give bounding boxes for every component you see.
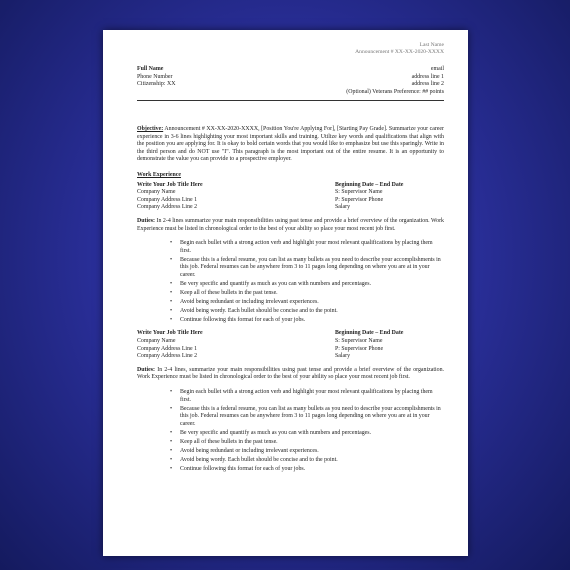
page-header: [355, 42, 444, 56]
list-item: • Continue following this format for each of your jobs.: [171, 317, 444, 325]
header-announcement: Announcement # XX-XX-2020-XXXX: [355, 49, 444, 55]
company-address-1: Company Address Line 1: [137, 196, 198, 203]
phone-number: Phone Number: [137, 73, 173, 80]
duties-bullet-list: [137, 240, 444, 324]
job-entry: [137, 182, 444, 325]
supervisor-phone: P: Supervisor Phone: [335, 345, 384, 352]
supervisor-phone: P: Supervisor Phone: [335, 196, 384, 203]
list-item: • Avoid being wordy. Each bullet should be concise and to the point.: [171, 457, 444, 465]
resume-page: [103, 30, 468, 556]
list-item: • Be very specific and quantify as much as you can with numbers and percentages.: [171, 281, 444, 289]
email: email: [430, 66, 444, 72]
list-item: • Begin each bullet with a strong action verb and highlight your most relevant qualifications by placing them first.: [171, 240, 444, 255]
veterans-preference: (Optional) Veterans Preference: ## points: [346, 88, 444, 95]
job-title: Write Your Job Title Here: [137, 330, 203, 337]
duties-label: Duties:: [137, 217, 155, 224]
contact-block: [137, 66, 444, 104]
list-item: • Because this is a federal resume, you can list as many bullets as you need to describe your accomplishments in this job. Federal resumes can be anywhere from 3 to 11 pages long depending on where you are at in your career.: [171, 406, 444, 429]
company-address-1: Company Address Line 1: [137, 345, 198, 352]
job-dates: Beginning Date – End Date: [335, 330, 404, 337]
job-entry: [137, 330, 444, 473]
job-dates: Beginning Date – End Date: [335, 181, 404, 188]
full-name: Full Name: [137, 66, 164, 72]
duties-paragraph: [137, 218, 444, 233]
duties-text: In 2-4 lines summarize your main responsibilities using past tense and provide a brief overview of the organization. Work Experience must be listed in chronological order to the best of your ability so place your most recent job first.: [137, 217, 444, 232]
list-item: • Be very specific and quantify as much as you can with numbers and percentages.: [171, 430, 444, 438]
supervisor-name: S: Supervisor Name: [335, 338, 383, 344]
list-item: • Begin each bullet with a strong action verb and highlight your most relevant qualifications by placing them first.: [171, 389, 444, 404]
address-line-1: address line 1: [411, 73, 444, 80]
objective-paragraph: [137, 126, 444, 164]
list-item: • Avoid being wordy. Each bullet should be concise and to the point.: [171, 308, 444, 316]
address-line-2: address line 2: [411, 81, 444, 88]
work-experience-heading: Work Experience: [137, 171, 182, 178]
objective-text: Announcement # XX-XX-2020-XXXX, [Position You're Applying For], [Starting Pay Grade]. Summarize your career experience in 3-6 lines highlighting your most important skills and training. Utilize key words and qualifications that align with the position you are applying for. It is okay to bold certain words that you would like to emphasize but use this sparingly. Write in the third person and do NOT use "I". This paragraph is the most important out of the entire resume. It is an opportunity to demonstrate the value you can provide to a prospective employer.: [137, 126, 444, 163]
objective-label: Objective:: [137, 126, 164, 132]
list-item: • Keep all of these bullets in the past tense.: [171, 439, 444, 447]
salary: Salary: [335, 353, 351, 360]
list-item: • Avoid being redundant or including irrelevant experiences.: [171, 448, 444, 456]
header-last-name: Last Name: [419, 42, 444, 48]
list-item: • Avoid being redundant or including irrelevant experiences.: [171, 299, 444, 307]
resume-body: [137, 126, 444, 475]
duties-paragraph: [137, 367, 444, 382]
duties-label: Duties:: [137, 366, 155, 373]
citizenship: Citizenship: XX: [137, 81, 176, 88]
salary: Salary: [335, 204, 351, 211]
company-address-2: Company Address Line 2: [137, 204, 198, 211]
duties-bullet-list: [137, 389, 444, 473]
company-address-2: Company Address Line 2: [137, 353, 198, 360]
company-name: Company Name: [137, 189, 176, 196]
list-item: • Keep all of these bullets in the past tense.: [171, 290, 444, 298]
company-name: Company Name: [137, 338, 176, 344]
list-item: • Because this is a federal resume, you can list as many bullets as you need to describe your accomplishments in this job. Federal resumes can be anywhere from 3 to 11 pages long depending on where you are at in your career.: [171, 257, 444, 280]
header-divider: [137, 100, 444, 101]
duties-text: In 2-4 lines, summarize your main responsibilities using past tense and provide a brief overview of the organization. Work Experience must be listed in chronological order to the best of your ability so place your most recent job first.: [137, 366, 444, 381]
job-title: Write Your Job Title Here: [137, 181, 203, 188]
list-item: • Continue following this format for each of your jobs.: [171, 466, 444, 474]
supervisor-name: S: Supervisor Name: [335, 189, 383, 196]
